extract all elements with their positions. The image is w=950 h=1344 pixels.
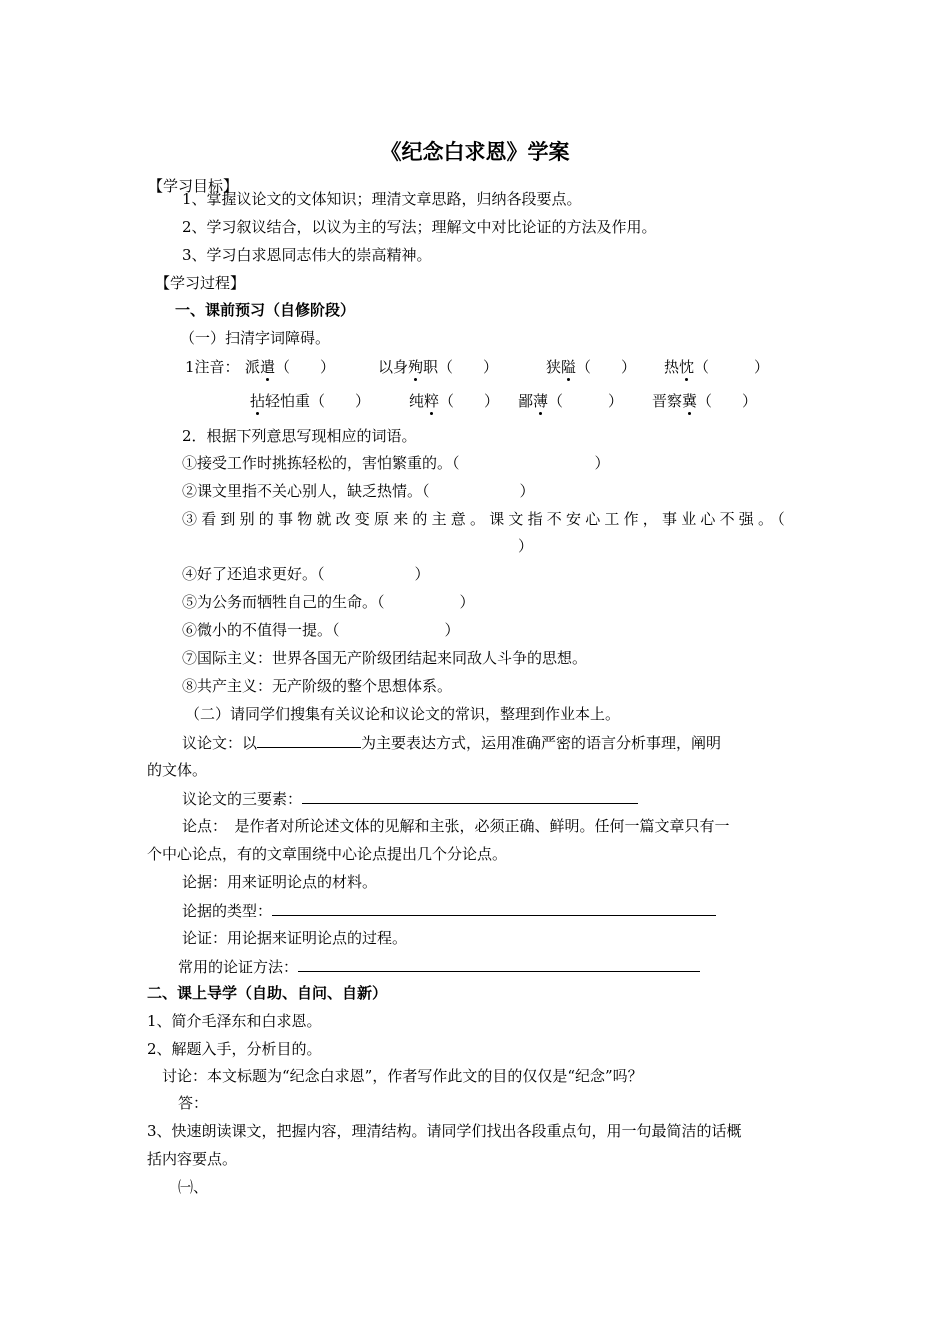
pinyin-item: 以身殉职（ ） bbox=[378, 358, 499, 376]
goal-item-3: 3、学习白求恩同志伟大的崇高精神。 bbox=[182, 246, 432, 264]
goal-item-2: 2、学习叙议结合，以议为主的写法；理解文中对比论证的方法及作用。 bbox=[182, 218, 657, 236]
vocab-item-8: ⑧共产主义：无产阶级的整个思想体系。 bbox=[182, 677, 453, 695]
pinyin-item: 派遣（ ） bbox=[245, 358, 336, 376]
evidence-types-line: 论据的类型： bbox=[182, 900, 716, 921]
answer-paren: （ ） bbox=[697, 392, 758, 410]
vocab-item-4: ④好了还追求更好。（ ） bbox=[182, 565, 430, 583]
pinyin-item: 鄙薄（ ） bbox=[518, 392, 624, 410]
discussion-line: 讨论：本文标题为“纪念白求恩”，作者写作此文的目的仅仅是“纪念”吗？ bbox=[162, 1067, 643, 1085]
sub2-heading: （二）请同学们搜集有关议论和议论文的常识，整理到作业本上。 bbox=[185, 705, 621, 723]
fill-blank[interactable] bbox=[298, 956, 700, 972]
pinyin-item: 晋察冀（ ） bbox=[652, 392, 758, 410]
answer-paren: （ ） bbox=[438, 358, 499, 376]
pinyin-item: 热忱（ ） bbox=[664, 358, 770, 376]
definition-cont: 的文体。 bbox=[147, 761, 208, 779]
part2-heading: 二、课上导学（自助、自问、自新） bbox=[147, 984, 388, 1002]
definition-line: 议论文：以 为主要表达方式，运用准确严密的语言分析事理，阐明 bbox=[182, 734, 722, 752]
answer-paren: （ ） bbox=[576, 358, 637, 376]
pinyin-item: 拈轻怕重（ ） bbox=[250, 392, 371, 410]
part2-item-2: 2、解题入手，分析目的。 bbox=[147, 1040, 322, 1058]
sub1-heading: （一）扫清字词障碍。 bbox=[180, 329, 331, 347]
process-heading: 【学习过程】 bbox=[155, 274, 246, 292]
fill-blank[interactable] bbox=[302, 788, 638, 804]
pinyin-label: 1注音： bbox=[185, 358, 240, 376]
answer-paren: （ ） bbox=[439, 392, 500, 410]
vocab-item-6: ⑥微小的不值得一提。（ ） bbox=[182, 621, 460, 639]
pinyin-item: 纯粹（ ） bbox=[409, 392, 500, 410]
answer-paren: （ ） bbox=[694, 358, 770, 376]
part1-heading: 一、课前预习（自修阶段） bbox=[175, 301, 356, 319]
goal-item-1: 1、掌握议论文的文体知识；理清文章思路，归纳各段要点。 bbox=[182, 190, 582, 208]
thesis-line-1: 论点： 是作者对所论述文体的见解和主张，必须正确、鲜明。任何一篇文章只有一 bbox=[182, 817, 730, 835]
answer-paren: （ ） bbox=[275, 358, 336, 376]
fill-blank[interactable] bbox=[257, 732, 361, 748]
goals-heading: 【学习目标】 bbox=[148, 177, 239, 195]
part2-item-1: 1、简介毛泽东和白求恩。 bbox=[147, 1012, 322, 1030]
evidence-line: 论据：用来证明论点的材料。 bbox=[182, 873, 378, 891]
part2-item-3-line-1: 3、快速朗读课文，把握内容，理清结构。请同学们找出各段重点句，用一句最简洁的话概 bbox=[147, 1122, 742, 1140]
argument-line: 论证：用论据来证明论点的过程。 bbox=[182, 929, 408, 947]
vocab-item-3: ③看到别的事物就改变原来的主意。课文指不安心工作，事业心不强。（ bbox=[182, 510, 789, 528]
vocab-item-1: ①接受工作时挑拣轻松的，害怕繁重的。（ ） bbox=[182, 454, 610, 472]
elements-line: 议论文的三要素： bbox=[182, 788, 638, 809]
answer-paren: （ ） bbox=[548, 392, 624, 410]
vocab-item-3-close: ） bbox=[518, 537, 534, 555]
vocab-item-7: ⑦国际主义：世界各国无产阶级团结起来同敌人斗争的思想。 bbox=[182, 649, 588, 667]
thesis-line-2: 个中心论点，有的文章围绕中心论点提出几个分论点。 bbox=[147, 845, 508, 863]
answer-label: 答： bbox=[178, 1094, 209, 1112]
methods-line: 常用的论证方法： bbox=[178, 956, 700, 977]
page-title: 《纪念白求恩》学案 bbox=[380, 140, 570, 164]
vocab-item-2: ②课文里指不关心别人，缺乏热情。（ ） bbox=[182, 482, 535, 500]
answer-paren: （ ） bbox=[310, 392, 371, 410]
fill-blank[interactable] bbox=[272, 900, 716, 916]
pinyin-item: 狭隘（ ） bbox=[546, 358, 637, 376]
part2-item-3-line-2: 括内容要点。 bbox=[147, 1150, 238, 1168]
vocab-item-5: ⑤为公务而牺牲自己的生命。（ ） bbox=[182, 593, 475, 611]
vocab-heading: 2．根据下列意思写现相应的词语。 bbox=[182, 427, 417, 445]
section-1-label: ㈠、 bbox=[178, 1178, 209, 1196]
